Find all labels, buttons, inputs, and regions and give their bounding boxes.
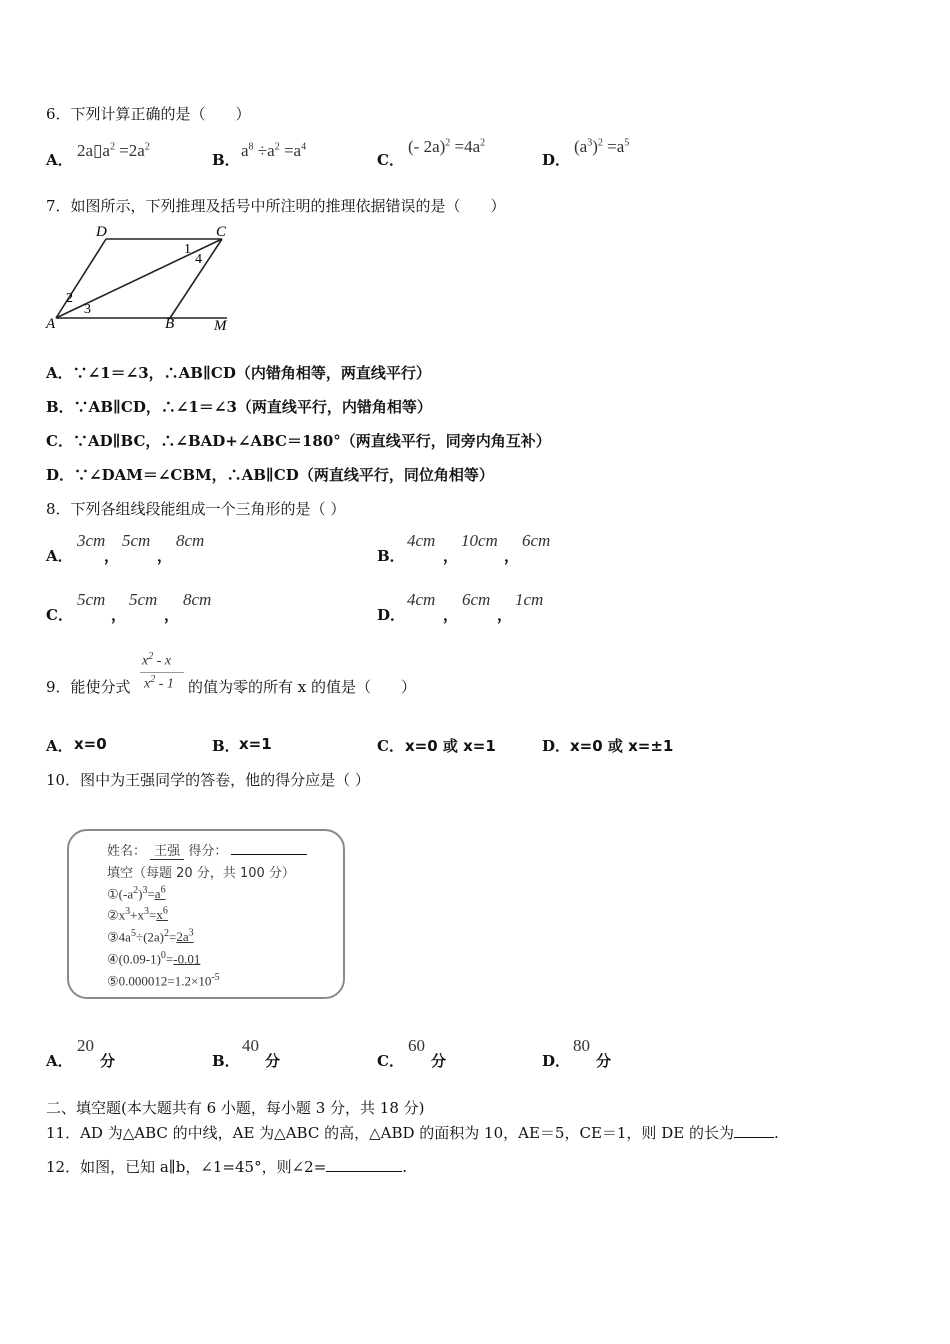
q8-option-a-label: A． (46, 547, 73, 565)
q9-option-a-text: x=0 (74, 735, 107, 753)
q9-option-c-label: C． (377, 737, 404, 755)
q8-option-c-sep-2: ， (164, 606, 180, 624)
q12-end: . (402, 1158, 408, 1176)
q8-option-a-value-2: 5cm (122, 531, 151, 550)
q9-option-a-label: A． (46, 737, 73, 755)
label-angle-2: 2 (66, 291, 73, 306)
q8-option-a-value-1: 3cm (77, 531, 106, 550)
q9-option-d-label: D． (542, 737, 571, 755)
q9-option-b-label: B． (212, 737, 240, 755)
q6-option-c-label: C． (377, 151, 404, 169)
label-m: M (214, 318, 227, 334)
card-name-label: 姓名： (107, 844, 147, 859)
q10-option-b-unit: 分 (265, 1052, 281, 1070)
q10-option-b-label: B． (212, 1052, 240, 1070)
q10-option-a-value: 20 (77, 1036, 94, 1055)
q11-end: . (773, 1124, 779, 1142)
q9-option-b-text: x=1 (239, 735, 272, 753)
q11-line (46, 1122, 779, 1143)
card-score-blank (231, 854, 307, 855)
card-item-5: $⑤0.000012=1.2\times 10^{-5}$ (107, 972, 220, 989)
q8-option-a-sep-1: ， (104, 547, 120, 565)
q6-option-b-expr: $a^8 \div a^2 =a^4$ (241, 141, 307, 160)
q8-option-b-value-2: 10cm (461, 531, 498, 550)
q11-text: 11．AD 为△ABC 的中线，AE 为△ABC 的高，△ABD 的面积为 10，AE＝5，CE＝1，则 DE 的长为 (46, 1124, 734, 1142)
q8-option-b-label: B． (377, 547, 405, 565)
q6-option-d-label: D． (542, 151, 571, 169)
section-2-heading: 二、填空题(本大题共有 6 小题，每小题 3 分，共 18 分) (46, 1099, 425, 1117)
q12-answer-blank (326, 1171, 402, 1172)
q8-option-c-sep-1: ， (111, 606, 127, 624)
q10-option-d-label: D． (542, 1052, 571, 1070)
q8-option-d-value-1: 4cm (407, 590, 436, 609)
q7-option-b: B．∵AB∥CD，∴∠1＝∠3（两直线平行，内错角相等） (46, 398, 432, 416)
q9-fraction-bar (140, 672, 184, 673)
q10-stem: 10．图中为王强同学的答卷，他的得分应是（ ） (46, 771, 370, 789)
label-angle-3: 3 (84, 302, 91, 317)
q9-denominator: $x^2 - 1$ (144, 674, 174, 692)
q8-option-d-value-3: 1cm (515, 590, 544, 609)
q8-option-d-sep-2: ， (497, 606, 513, 624)
q8-option-c-label: C． (46, 606, 73, 624)
q8-option-d-value-2: 6cm (462, 590, 491, 609)
q6-stem: 6．下列计算正确的是（ ） (46, 105, 251, 123)
q7-option-d: D．∵∠DAM＝∠CBM，∴AB∥CD（两直线平行，同位角相等） (46, 466, 494, 484)
q10-option-a-unit: 分 (100, 1052, 116, 1070)
label-d: D (96, 224, 107, 240)
q9-numerator: $x^2$ - x (142, 651, 172, 669)
answer-sheet-card (67, 829, 345, 999)
q7-stem: 7．如图所示，下列推理及括号中所注明的推理依据错误的是（ ） (46, 197, 506, 215)
card-item-2: $②x^3+x^3=x^6$ (107, 906, 168, 923)
q8-option-b-value-3: 6cm (522, 531, 551, 550)
q11-answer-blank (734, 1137, 774, 1138)
q8-option-b-sep-2: ， (504, 547, 520, 565)
card-score-label: 得分： (188, 844, 228, 859)
card-heading: 填空（每题 20 分，共 100 分） (107, 866, 295, 881)
card-item-3: $③4a^5\div(2a)^2=2a^3$ (107, 928, 194, 945)
card-item-4: $④(0.09-1)^0=-0.01$ (107, 950, 201, 967)
q6-option-a-expr: $2a▯a^2 =2a^2$ (77, 141, 150, 160)
q8-option-d-label: D． (377, 606, 406, 624)
q7-option-a: A．∵∠1＝∠3，∴AB∥CD（内错角相等，两直线平行） (46, 364, 431, 382)
q7-option-c: C．∵AD∥BC，∴∠BAD+∠ABC＝180°（两直线平行，同旁内角互补） (46, 432, 551, 450)
q8-option-d-sep-1: ， (443, 606, 459, 624)
q6-option-d-expr: $(a^3)^2 =a^5$ (574, 137, 630, 156)
q8-option-a-sep-2: ， (157, 547, 173, 565)
label-b: B (165, 316, 175, 332)
q8-option-a-value-3: 8cm (176, 531, 205, 550)
label-angle-4: 4 (195, 252, 202, 267)
q8-option-b-value-1: 4cm (407, 531, 436, 550)
q9-suffix: 的值为零的所有 x 的值是（ ） (188, 678, 416, 696)
q8-option-c-value-3: 8cm (183, 590, 212, 609)
q8-option-c-value-1: 5cm (77, 590, 106, 609)
card-header (107, 840, 307, 859)
card-student-name: 王强 (150, 844, 184, 860)
q10-option-a-label: A． (46, 1052, 73, 1070)
q9-prefix: 9．能使分式 (46, 678, 131, 696)
q10-option-d-unit: 分 (596, 1052, 612, 1070)
q12-text: 12．如图，已知 a∥b，∠1=45°，则∠2= (46, 1158, 327, 1176)
q10-option-c-label: C． (377, 1052, 404, 1070)
label-angle-1: 1 (184, 242, 191, 257)
q9-option-d-text: x=0 或 x=±1 (570, 737, 674, 755)
q10-option-c-unit: 分 (431, 1052, 447, 1070)
q7-parallelogram-figure (42, 222, 237, 334)
q10-option-b-value: 40 (242, 1036, 259, 1055)
q12-line (46, 1156, 407, 1177)
q6-option-c-expr: (- $2a)^2 =4a^2$ (408, 137, 486, 156)
q10-option-d-value: 80 (573, 1036, 590, 1055)
q6-option-a-label: A． (46, 151, 73, 169)
q10-option-c-value: 60 (408, 1036, 425, 1055)
card-item-1: $①(-a^2)^3=a^6$ (107, 885, 166, 902)
q8-option-c-value-2: 5cm (129, 590, 158, 609)
label-a: A (46, 316, 56, 332)
q6-option-b-label: B． (212, 151, 240, 169)
q8-option-b-sep-1: ， (443, 547, 459, 565)
q9-option-c-text: x=0 或 x=1 (405, 737, 496, 755)
label-c: C (216, 224, 227, 240)
q8-stem: 8．下列各组线段能组成一个三角形的是（ ） (46, 500, 346, 518)
